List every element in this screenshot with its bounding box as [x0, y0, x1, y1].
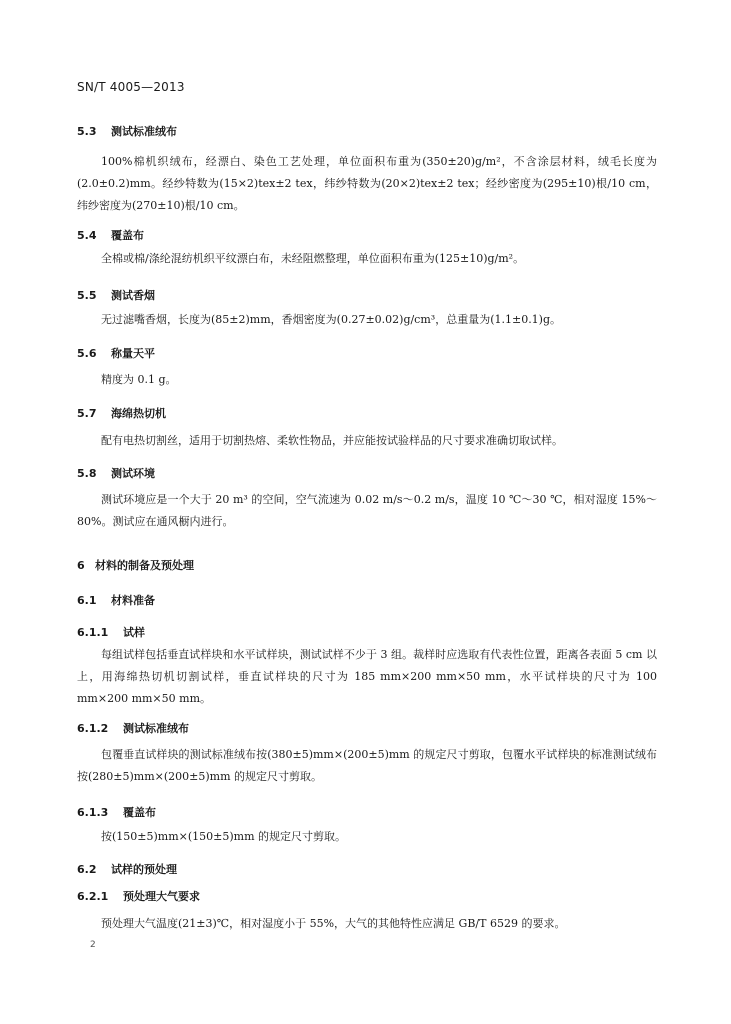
section-title: 测试环境: [111, 467, 155, 480]
section-paragraph-6-2-1: 预处理大气温度(21±3)℃，相对湿度小于 55%，大气的其他特性应满足 GB/T 6529 的要求。: [101, 917, 566, 930]
section-paragraph-6-1-3: 按(150±5)mm×(150±5)mm 的规定尺寸剪取。: [101, 830, 347, 843]
section-title: 测试标准绒布: [123, 722, 189, 735]
section-heading-6-1-1: [77, 624, 145, 640]
section-heading-6-1-2: [77, 720, 189, 736]
section-heading-5-3: [77, 123, 177, 139]
section-heading-6-2-1: [77, 888, 200, 904]
section-paragraph-5-7: 配有电热切割丝，适用于切割热熔、柔软性物品，并应能按试验样品的尺寸要求准确切取试样。: [101, 434, 563, 447]
section-paragraph-5-4: 全棉或棉/涤纶混纺机织平纹漂白布，未经阻燃整理，单位面积布重为(125±10)g/m²。: [101, 252, 525, 265]
section-title: 预处理大气要求: [123, 890, 200, 903]
standard-code: SN/T 4005—2013: [77, 80, 185, 94]
section-title: 试样的预处理: [111, 863, 177, 876]
section-number: 5.3: [77, 125, 97, 138]
section-number: 6.2.1: [77, 890, 109, 903]
section-title: 称量天平: [111, 347, 155, 360]
section-heading-5-7: [77, 405, 166, 421]
section-title: 测试标准绒布: [111, 125, 177, 138]
section-title: 海绵热切机: [111, 407, 166, 420]
section-title: 材料准备: [111, 594, 155, 607]
section-heading-6: [77, 557, 194, 573]
section-title: 覆盖布: [123, 806, 156, 819]
section-number: 6.1.2: [77, 722, 109, 735]
section-number: 6.1.3: [77, 806, 109, 819]
section-paragraph-5-8: 测试环境应是一个大于 20 m³ 的空间，空气流速为 0.02 m/s～0.2 m/s，温度 10 ℃～30 ℃，相对湿度 15%～80%。测试应在通风橱内进行。: [77, 493, 657, 528]
section-number: 5.4: [77, 229, 97, 242]
section-paragraph-6-1-1: 每组试样包括垂直试样块和水平试样块，测试试样不少于 3 组。裁样时应选取有代表性位置，距离各表面 5 cm 以上，用海绵热切机切割试样，垂直试样块的尺寸为 185 mm×200 mm×50 mm，水平试样块的尺寸为 100 mm×200 mm×50 mm。: [77, 648, 657, 705]
section-paragraph-5-5: 无过滤嘴香烟，长度为(85±2)mm，香烟密度为(0.27±0.02)g/cm³，总重量为(1.1±0.1)g。: [101, 313, 562, 326]
page-number: 2: [90, 940, 96, 950]
section-number: 6.1: [77, 594, 97, 607]
section-heading-5-5: [77, 287, 155, 303]
section-heading-5-6: [77, 345, 155, 361]
section-title: 覆盖布: [111, 229, 144, 242]
section-paragraph-5-6: 精度为 0.1 g。: [101, 373, 177, 386]
section-number: 5.8: [77, 467, 97, 480]
section-number: 6: [77, 559, 85, 572]
section-heading-6-1: [77, 592, 155, 608]
section-number: 5.6: [77, 347, 97, 360]
section-paragraph-5-3: 100%棉机织绒布，经漂白、染色工艺处理，单位面积布重为(350±20)g/m²，不含涂层材料，绒毛长度为(2.0±0.2)mm。经纱特数为(15×2)tex±2 tex，纬纱特数为(20×2)tex±2 tex；经纱密度为(295±10)根/10 cm，纬纱密度为(270±10)根/10 cm。: [77, 155, 657, 212]
section-title: 材料的制备及预处理: [95, 559, 194, 572]
section-title: 试样: [123, 626, 145, 639]
section-heading-6-2: [77, 861, 177, 877]
section-number: 6.1.1: [77, 626, 109, 639]
section-title: 测试香烟: [111, 289, 155, 302]
section-heading-6-1-3: [77, 804, 156, 820]
section-number: 5.5: [77, 289, 97, 302]
section-number: 5.7: [77, 407, 97, 420]
section-number: 6.2: [77, 863, 97, 876]
section-paragraph-6-1-2: 包覆垂直试样块的测试标准绒布按(380±5)mm×(200±5)mm 的规定尺寸剪取，包覆水平试样块的标准测试绒布按(280±5)mm×(200±5)mm 的规定尺寸剪取。: [77, 748, 657, 783]
section-heading-5-8: [77, 465, 155, 481]
section-heading-5-4: [77, 227, 144, 243]
